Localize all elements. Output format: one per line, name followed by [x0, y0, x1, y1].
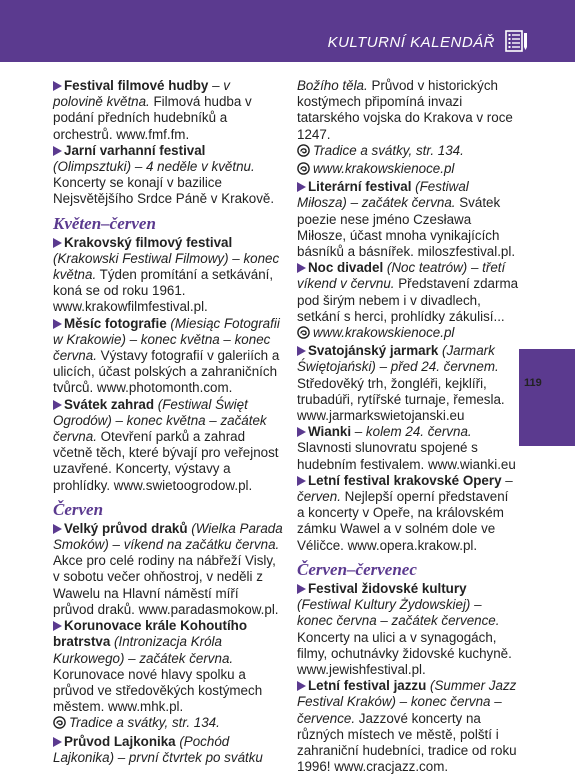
event-date: (Jarmark Świętojański) – před 24. červnem.	[297, 343, 499, 375]
bullet-triangle-icon	[297, 476, 306, 486]
event-description: Korunovace nové hlavy spolku a průvod ve středověkých kostýmech městem. www.mhk.pl.	[53, 666, 263, 715]
event-date: (Noc teatrów) – třetí víkend v červnu.	[297, 260, 506, 292]
event-date: (Intronizacja Króla Kurkowego) – začátek června.	[53, 634, 234, 666]
event-name: Velký průvod draků	[64, 520, 188, 536]
event-description: Koncerty se konají v bazilice Nejsvětějšího Srdce Páně v Krakově.	[53, 175, 275, 207]
reference-text: Tradice a svátky, str. 134.	[313, 142, 464, 158]
reference-icon	[297, 144, 310, 161]
event-date: (Krakowski Festiwal Filmowy) – konec května.	[53, 250, 280, 283]
event-name: Literární festival	[308, 179, 412, 195]
bullet-triangle-icon	[297, 182, 306, 192]
event-entry	[53, 618, 283, 715]
event-entry	[53, 235, 283, 316]
event-description: Nejlepší operní představení a koncerty v Opeře, na královském zámku Wawel a v solném dole ve Véličce. www.opera.krakow.pl.	[297, 489, 509, 553]
calendar-list-icon	[505, 30, 529, 57]
bullet-triangle-icon	[53, 524, 62, 534]
event-entry	[53, 397, 283, 494]
event-name: Průvod Lajkonika	[64, 733, 176, 749]
bullet-triangle-icon	[297, 263, 306, 273]
event-date: – červen.	[297, 472, 513, 505]
event-date: (Festiwal Miłosza) – začátek června.	[297, 179, 469, 211]
bullet-triangle-icon	[297, 584, 306, 594]
reference-note	[53, 715, 283, 733]
event-name: Krakovský filmový festival	[64, 234, 233, 250]
reference-note	[297, 325, 519, 343]
event-description: Výstavy fotografií v galeriích a ulicích, účast polských a zahraničních tvůrců. www.photomonth.com.	[53, 348, 280, 396]
header-title: KULTURNÍ KALENDÁŘ	[327, 34, 495, 51]
event-name: Svatojánský jarmark	[308, 343, 439, 359]
event-entry	[297, 260, 519, 325]
event-date: (Wielka Parada Smoków) – víkend na začátku června.	[53, 520, 283, 553]
reference-icon	[297, 326, 310, 343]
reference-text: Tradice a svátky, str. 134.	[69, 715, 220, 731]
section-heading: Červen	[53, 499, 104, 519]
event-description: Středověký trh, žongléři, kejklíři, trubadúři, rytířské turnaje, řemesla. www.jarmarkswietojanski.eu	[297, 375, 505, 424]
bullet-triangle-icon	[297, 427, 306, 437]
event-name: Jarní varhanní festival	[64, 142, 206, 158]
event-date: (Olimpsztuki) – 4 neděle v květnu.	[53, 159, 255, 175]
event-description: Akce pro celé rodiny na nábřeží Visly, v sobotu večer ohňostroj, v neděli z Wawelu na Hlavní náměstí míří průvod draků. www.paradasmokow.pl.	[53, 553, 279, 617]
event-description: Týden promítání a setkávání, koná se od roku 1961. www.krakowfilmfestival.pl.	[53, 267, 274, 315]
event-date: (Miesiąc Fotografii w Krakowie) – konec května – konec června.	[53, 315, 280, 364]
event-date: – v polovině května.	[53, 78, 230, 110]
event-entry	[53, 78, 283, 143]
event-date: (Summer Jazz Festival Kraków) – konec června –července.	[297, 678, 517, 726]
event-description: Průvod v historických kostýmech připomíná invazi tatarského vojska do Krakova v roce 1247.	[297, 78, 513, 142]
reference-text: www.krakowskienoce.pl	[313, 161, 455, 177]
reference-note	[297, 161, 519, 179]
bullet-triangle-icon	[53, 400, 62, 410]
event-name: Měsíc fotografie	[64, 315, 167, 331]
event-entry	[297, 581, 519, 678]
page-number: 119	[524, 377, 542, 389]
event-name: Noc divadel	[308, 260, 384, 276]
event-name: Letní festival krakovské Opery	[308, 472, 502, 488]
event-entry	[53, 521, 283, 618]
bullet-triangle-icon	[53, 319, 62, 329]
reference-icon	[297, 162, 310, 179]
event-date: (Pochód Lajkonika) – první čtvrtek po svátku	[53, 733, 263, 765]
bullet-triangle-icon	[53, 238, 62, 248]
event-name: Wianki	[308, 424, 352, 440]
bullet-triangle-icon	[297, 346, 306, 356]
bullet-triangle-icon	[53, 146, 62, 156]
event-name: Letní festival jazzu	[308, 678, 427, 694]
bullet-triangle-icon	[53, 737, 62, 747]
event-description: Koncerty na ulici a v synagogách, filmy, ochutnávky židovské kuchyně. www.jewishfestival.pl.	[297, 629, 512, 677]
section-heading: Květen–červen	[53, 213, 156, 233]
left-column	[53, 78, 283, 766]
event-description: Představení zdarma pod širým nebem i v divadlech, setkání s herci, prohlídky zákulisí...	[297, 276, 519, 324]
event-entry	[297, 473, 519, 554]
section-heading: Červen–červenec	[297, 559, 417, 579]
reference-icon	[53, 716, 66, 733]
event-date: (Festiwal Kultury Żydowskiej) – konec června – začátek července.	[297, 597, 500, 629]
event-name: Festival filmové hudby	[64, 78, 209, 93]
event-entry	[297, 424, 519, 473]
event-entry	[297, 179, 519, 260]
sidebar-tab	[519, 349, 575, 446]
right-column	[297, 78, 519, 775]
event-description: Filmová hudba v podání předních hudebníků a orchestrů. www.fmf.fm.	[53, 94, 252, 142]
event-entry	[297, 343, 519, 424]
event-description: Jazzové koncerty na různých místech ve městě, polští i zahraniční hudebníci, tradice od roku 1996! www.cracjazz.com.	[297, 710, 517, 775]
event-description: Otevření parků a zahrad včetně těch, které bývají pro veřejnost uzavřené. Koncerty, výstavy a prohlídky. www.swietoogrodow.pl.	[53, 429, 279, 493]
bullet-triangle-icon	[53, 621, 62, 631]
event-name: Korunovace krále Kohoutího bratrstva	[53, 618, 248, 650]
event-name: Festival židovské kultury	[308, 580, 467, 596]
entry-continuation	[297, 78, 519, 143]
event-date: Božího těla.	[297, 78, 368, 93]
bullet-triangle-icon	[53, 81, 62, 91]
header-banner	[0, 0, 575, 62]
event-description: Slavnosti slunovratu spojené s hudebním festivalem. www.wianki.eu	[297, 440, 516, 472]
event-entry	[297, 678, 519, 775]
reference-note	[297, 143, 519, 161]
event-entry	[53, 316, 283, 397]
event-date: (Festiwal Święt Ogrodów) – konec května – začátek června.	[53, 396, 267, 445]
event-date: – kolem 24. června.	[351, 424, 472, 440]
bullet-triangle-icon	[297, 681, 306, 691]
event-description: Svátek poezie nese jméno Czesława Miłosze, účast mnoha vynikajících básníků a básnířek. miloszfestival.pl.	[297, 195, 516, 260]
reference-text: www.krakowskienoce.pl	[313, 325, 455, 341]
event-name: Svátek zahrad	[64, 396, 155, 412]
event-entry	[53, 143, 283, 208]
